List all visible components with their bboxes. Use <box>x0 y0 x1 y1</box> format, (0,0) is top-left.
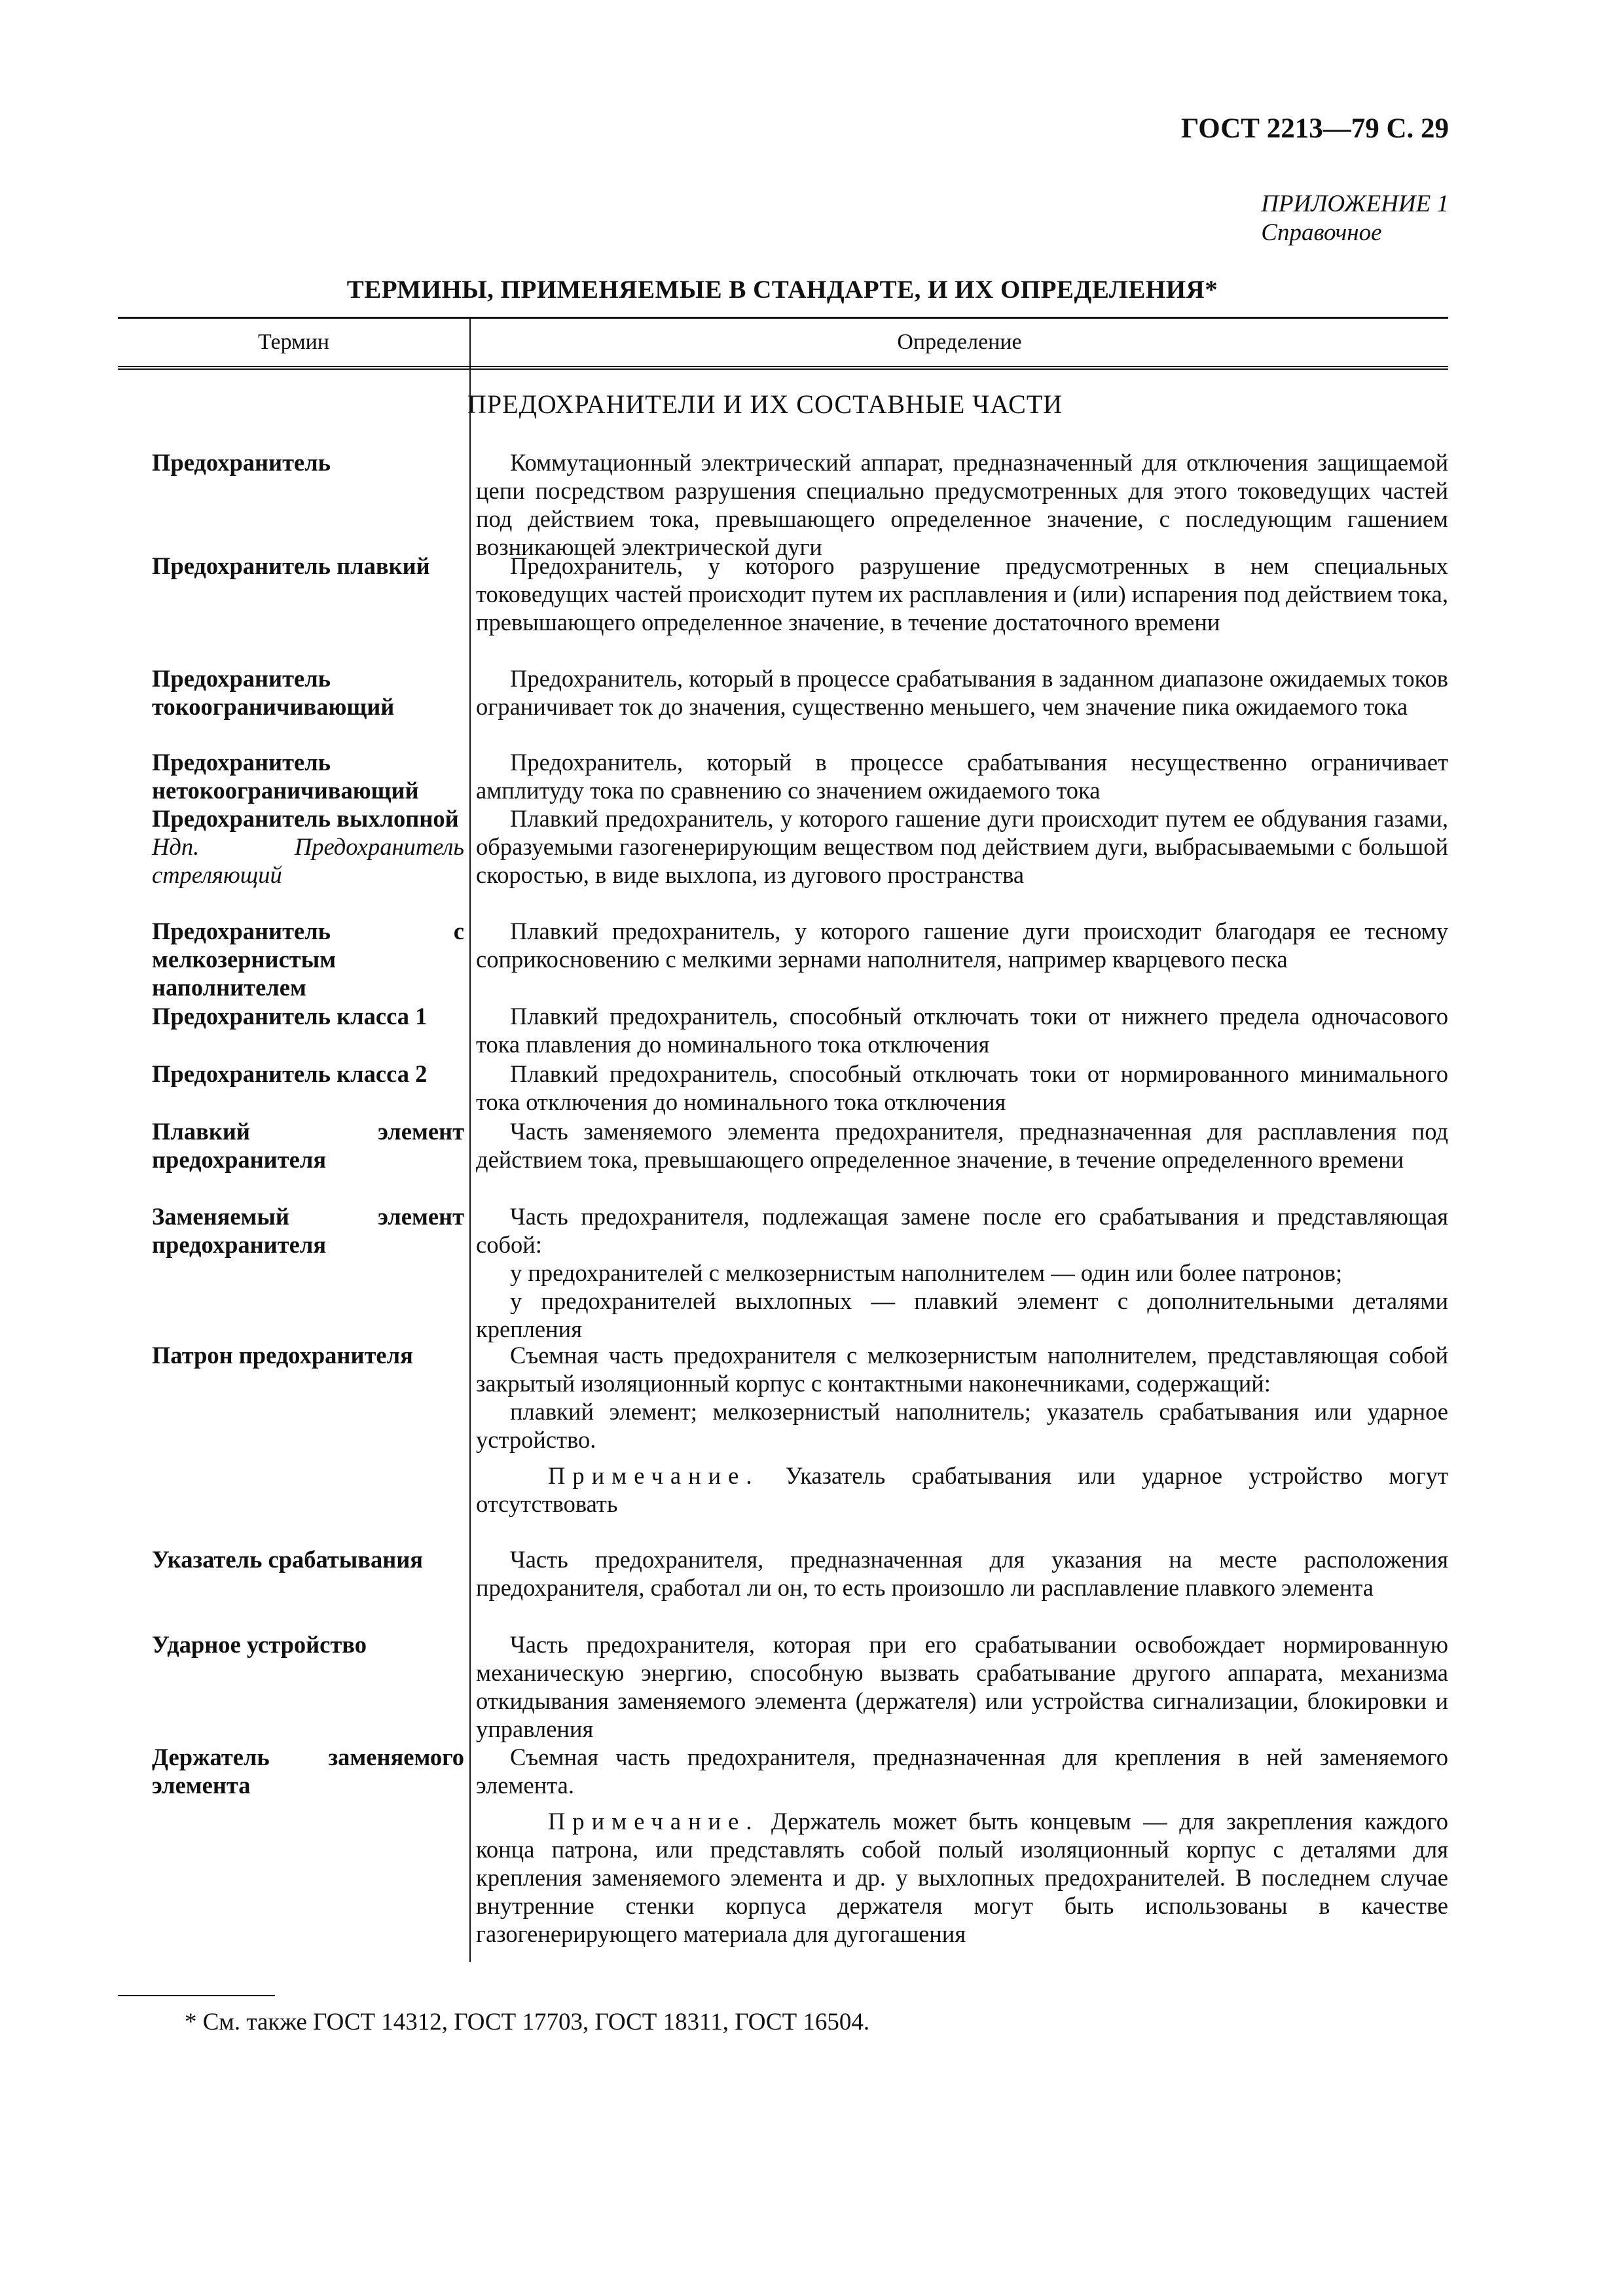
column-header-term: Термин <box>118 319 471 366</box>
page-header: ГОСТ 2213—79 С. 29 <box>1180 113 1449 144</box>
table-header <box>118 317 1448 370</box>
definition-text: Часть предохранителя, предназначенная для указания на месте расположения предохранителя, сработал ли он, то есть произошло ли расплавление плавкого элемента <box>476 1546 1448 1601</box>
definition <box>469 1630 1448 1743</box>
table-row <box>118 448 1448 560</box>
table-row <box>118 1202 1448 1341</box>
definition <box>469 917 1448 1002</box>
definition <box>469 1545 1448 1630</box>
term: Патрон предохранителя <box>152 1342 413 1369</box>
table-row <box>118 1743 1448 1952</box>
definition-text: у предохранителей выхлопных — плавкий элемент с дополнительными деталями крепления <box>476 1287 1448 1342</box>
table-row <box>118 1341 1448 1545</box>
term: Указатель срабатывания <box>152 1546 424 1573</box>
definition-text: Плавкий предохранитель, у которого гашение дуги происходит благодаря ее тесному соприкосновению с мелкими зернами наполнителя, например кварцевого песка <box>476 918 1448 973</box>
term-deprecated: Ндп. Предохранитель стреляющий <box>152 833 464 888</box>
definition-text: Часть предохранителя, подлежащая замене после его срабатывания и представляющая собой: <box>476 1203 1448 1258</box>
definition <box>469 448 1448 560</box>
term: Предохранитель токоограничивающий <box>152 665 395 720</box>
definition <box>469 1117 1448 1202</box>
annex-subtitle: Справочное <box>1261 219 1382 246</box>
table-row <box>118 1630 1448 1743</box>
table-row <box>118 1002 1448 1060</box>
definition-text: Предохранитель, у которого разрушение предусмотренных в нем специальных токоведущих частей происходит путем их расплавления и (или) испарения под действием тока, превышающего определенное значение, в течение достаточного времени <box>476 552 1448 636</box>
definition-text: Плавкий предохранитель, у которого гашение дуги происходит путем ее обдувания газами, образуемыми газогенерирующим веществом под действием дуги, выбрасываемыми с большой скоростью, в виде выхлопа, из дугового пространства <box>476 805 1448 888</box>
table-row <box>118 804 1448 917</box>
definition-text: Предохранитель, который в процессе срабатывания в заданном диапазоне ожидаемых токов ограничивает ток до значения, существенно меньшего, чем значение пика ожидаемого тока <box>476 665 1448 720</box>
table-row <box>118 917 1448 1002</box>
note <box>476 1807 1448 1948</box>
definition <box>469 1743 1448 1952</box>
note <box>476 1462 1448 1518</box>
term: Держатель заменяемого элемента <box>152 1744 464 1799</box>
definition-text: Предохранитель, который в процессе срабатывания несущественно ограничивает амплитуду тока по сравнению со значением ожидаемого тока <box>476 749 1448 804</box>
term-main: Предохранитель выхлопной <box>152 805 459 832</box>
definition <box>469 1202 1448 1341</box>
note-text: Указатель срабатывания или ударное устройство могут отсутствовать <box>476 1462 1448 1517</box>
term: Предохранитель класса 1 <box>152 1003 428 1030</box>
table-row <box>118 1060 1448 1117</box>
terms-table <box>118 448 1448 1952</box>
definition-text: Съемная часть предохранителя с мелкозернистым наполнителем, представляющая собой закрытый изоляционный корпус с контактными наконечниками, содержащий: <box>476 1342 1448 1397</box>
definition <box>469 1002 1448 1060</box>
term: Предохранитель класса 2 <box>152 1060 428 1087</box>
definition <box>469 1060 1448 1117</box>
definition <box>469 664 1448 748</box>
footnote: * См. также ГОСТ 14312, ГОСТ 17703, ГОСТ 18311, ГОСТ 16504. <box>185 2009 870 2036</box>
footnote-separator <box>118 1995 275 1996</box>
table-row <box>118 748 1448 804</box>
definition <box>469 804 1448 917</box>
annex-label <box>1261 190 1449 247</box>
definition-text: Съемная часть предохранителя, предназначенная для крепления в ней заменяемого элемента. <box>476 1744 1448 1799</box>
table-row <box>118 552 1448 664</box>
term: Плавкий элемент предохранителя <box>152 1118 464 1173</box>
table-row <box>118 1117 1448 1202</box>
term <box>118 804 469 917</box>
section-title: ПРЕДОХРАНИТЕЛИ И ИХ СОСТАВНЫЕ ЧАСТИ <box>467 389 1063 419</box>
note-text: Держатель может быть концевым — для закрепления каждого конца патрона, или представлять собой полый изоляционный корпус с деталями для крепления заменяемого элемента и др. у выхлопных предохранителей. В последнем случае внутренние стенки корпуса держателя могут быть использованы в качестве газогенерирующего материала для дугогашения <box>476 1808 1448 1947</box>
table-row <box>118 1545 1448 1630</box>
table-row <box>118 664 1448 748</box>
annex-title: ПРИЛОЖЕНИЕ 1 <box>1261 190 1449 217</box>
definition-text: Часть предохранителя, которая при его срабатывании освобождает нормированную механическую энергию, способную вызвать срабатывание другого аппарата, механизма откидывания заменяемого элемента (держателя) или устройства сигнализации, блокировки и управления <box>476 1631 1448 1742</box>
note-label: Примечание. <box>548 1462 759 1489</box>
definition-text: Часть заменяемого элемента предохранителя, предназначенная для расплавления под действием тока, превышающего определенное значение, в течение определенного времени <box>476 1118 1448 1173</box>
document-title: ТЕРМИНЫ, ПРИМЕНЯЕМЫЕ В СТАНДАРТЕ, И ИХ ОПРЕДЕЛЕНИЯ* <box>346 276 1218 304</box>
definition-text: Коммутационный электрический аппарат, предназначенный для отключения защищаемой цепи посредством разрушения специально предусмотренных для этого токоведущих частей под действием тока, превышающего определенное значение, с последующим гашением возникающей электрической дуги <box>476 449 1448 560</box>
term: Предохранитель <box>152 449 331 476</box>
definition <box>469 1341 1448 1545</box>
definition <box>469 552 1448 664</box>
note-label: Примечание. <box>548 1808 759 1835</box>
definition-text: плавкий элемент; мелкозернистый наполнитель; указатель срабатывания или ударное устройство. <box>476 1398 1448 1453</box>
term: Предохранитель с мелкозернистым наполнителем <box>152 918 464 1001</box>
definition-text: Плавкий предохранитель, способный отключать токи от нормированного минимального тока отключения до номинального тока отключения <box>476 1060 1448 1115</box>
definition-text: Плавкий предохранитель, способный отключать токи от нижнего предела одночасового тока плавления до номинального тока отключения <box>476 1003 1448 1058</box>
term: Предохранитель плавкий <box>152 552 430 579</box>
term: Предохранитель нетокоограничивающий <box>152 749 419 804</box>
definition-text: у предохранителей с мелкозернистым наполнителем — один или более патронов; <box>510 1259 1343 1286</box>
term: Ударное устройство <box>152 1631 367 1658</box>
term: Заменяемый элемент предохранителя <box>152 1203 464 1258</box>
definition <box>469 748 1448 804</box>
column-header-definition: Определение <box>897 330 1022 354</box>
